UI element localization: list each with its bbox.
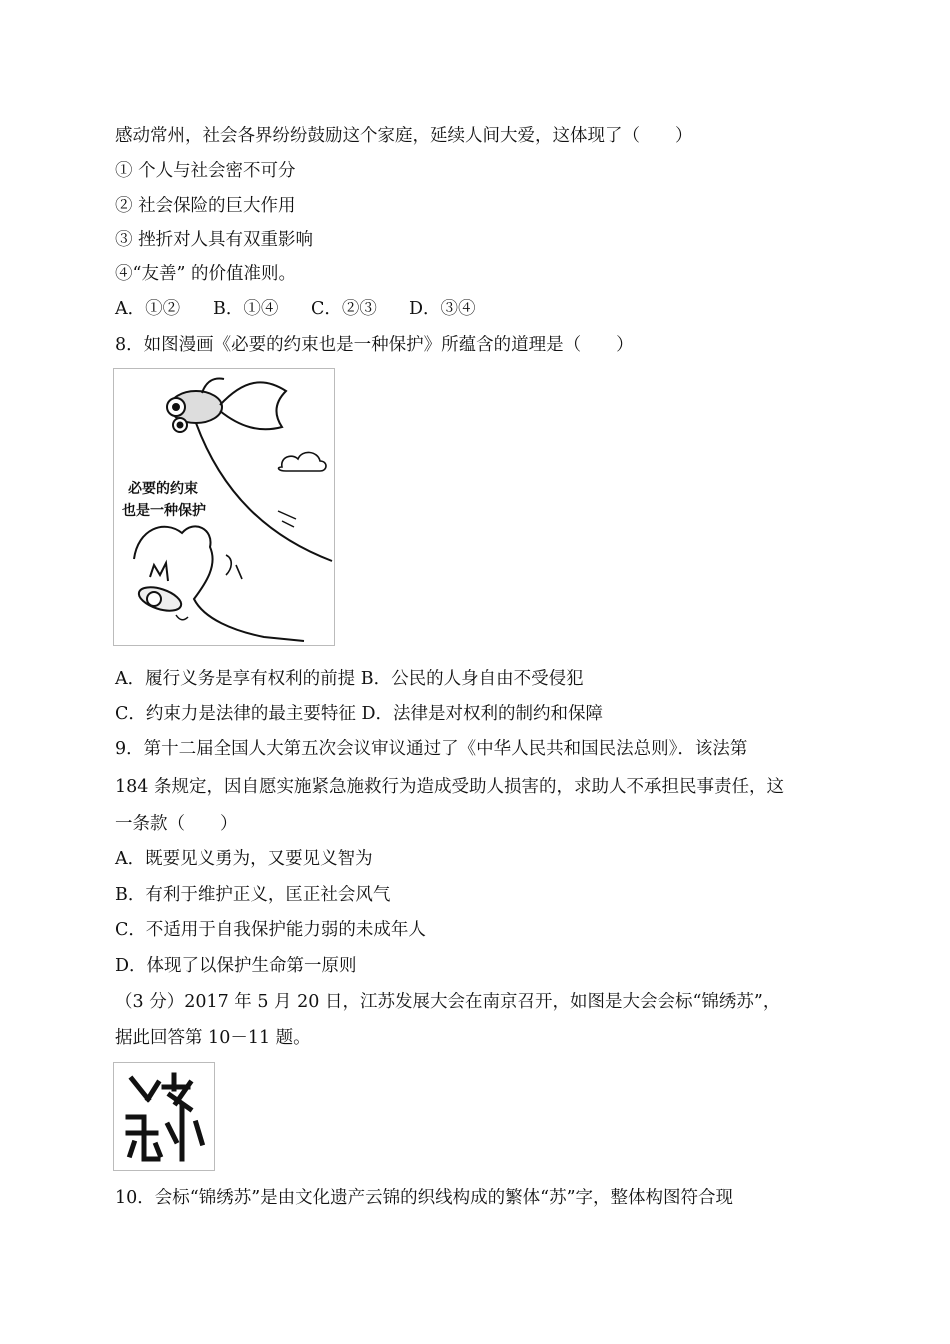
logo-su-glyph	[114, 1063, 214, 1170]
kite-string	[196, 423, 332, 561]
fish-fin	[202, 379, 224, 393]
q7-option-a: A．①②	[115, 299, 181, 319]
q9-option-a: A．既要见义勇为，又要见义智为	[115, 849, 373, 869]
q9-option-b: B．有利于维护正义，匡正社会风气	[115, 885, 391, 905]
cartoon-image	[113, 368, 335, 646]
fish-tail	[220, 382, 286, 429]
motion-lines	[278, 511, 296, 527]
q8-option-a: A．履行义务是享有权利的前提	[115, 669, 356, 689]
cartoon-drawing	[114, 369, 334, 645]
q7-item-4: ④“友善” 的价值准则。	[115, 264, 296, 284]
q7-item-3: ③ 挫折对人具有双重影响	[115, 230, 314, 250]
q7-option-b: B．①④	[213, 299, 279, 319]
q7-item-1: ① 个人与社会密不可分	[115, 161, 296, 181]
q7-option-c: C．②③	[311, 299, 377, 319]
cartoon-caption-line2: 也是一种保护	[122, 503, 206, 519]
q8-options-row1	[115, 667, 584, 691]
q7-option-d: D．③④	[409, 299, 476, 319]
group-intro-line1: （3 分）2017 年 5 月 20 日，江苏发展大会在南京召开，如图是大会会标“锦绣苏”，	[115, 992, 781, 1012]
q9-stem-line2: 184 条规定，因自愿实施紧急施救行为造成受助人损害的，求助人不承担民事责任，这	[115, 777, 784, 797]
q8-options-row2	[115, 702, 603, 726]
q9-option-d: D．体现了以保护生命第一原则	[115, 956, 357, 976]
cartoon-caption-line1: 必要的约束	[128, 481, 198, 497]
q7-stem-tail: 感动常州，社会各界纷纷鼓励这个家庭，延续人间大爱，这体现了（ ）	[115, 126, 693, 146]
cloud-outline	[134, 526, 304, 641]
q8-option-c: C．约束力是法律的最主要特征	[115, 704, 356, 724]
cloud-icon	[279, 452, 326, 471]
q7-options	[115, 297, 476, 321]
q9-stem-line3: 一条款（ ）	[115, 814, 238, 834]
q9-option-c: C．不适用于自我保护能力弱的未成年人	[115, 920, 426, 940]
q9-stem-line1: 9．第十二届全国人大第五次会议审议通过了《中华人民共和国民法总则》．该法第	[115, 739, 748, 759]
conference-logo	[113, 1062, 215, 1171]
group-intro-line2: 据此回答第 10－11 题。	[115, 1028, 311, 1048]
q8-option-d: D．法律是对权利的制约和保障	[361, 704, 603, 724]
q7-item-2: ② 社会保险的巨大作用	[115, 196, 296, 216]
falling-figure-legs	[150, 563, 168, 581]
q10-stem-line1: 10．会标“锦绣苏”是由文化遗产云锦的织线构成的繁体“苏”字，整体构图符合现	[115, 1188, 734, 1208]
q8-option-b: B．公民的人身自由不受侵犯	[360, 669, 584, 689]
q8-stem: 8．如图漫画《必要的约束也是一种保护》所蕴含的道理是（ ）	[115, 335, 634, 355]
